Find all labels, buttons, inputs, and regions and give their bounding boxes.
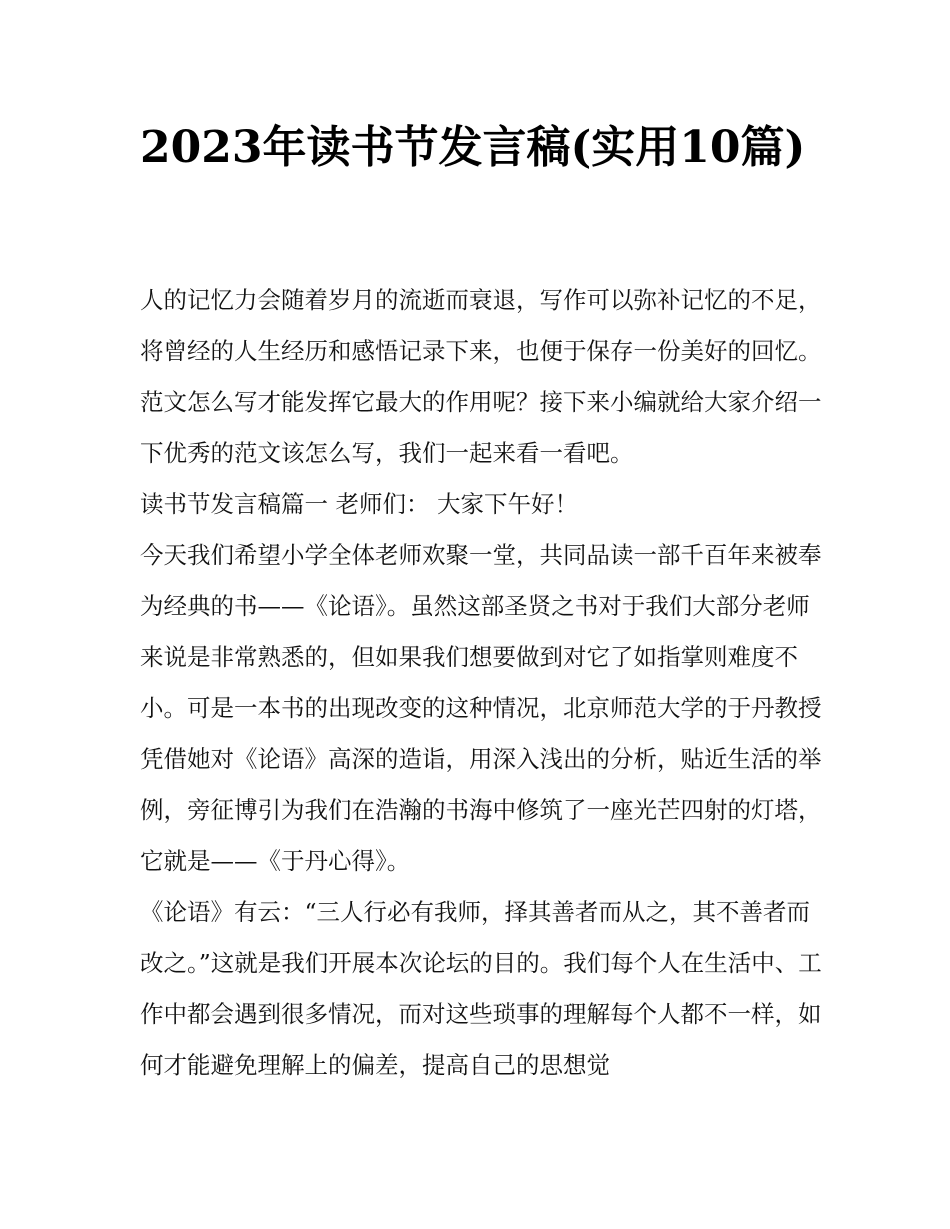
paragraph-analects-intro: 今天我们希望小学全体老师欢聚一堂，共同品读一部千百年来被奉为经典的书——《论语》。虽然这部圣贤之书对于我们大部分老师来说是非常熟悉的，但如果我们想要做到对它了如指掌则难度不小。可是一本书的出现改变的这种情况，北京师范大学的于丹教授凭借她对《论语》高深的造诣，用深入浅出的分析，贴近生活的举例，旁征博引为我们在浩瀚的书海中修筑了一座光芒四射的灯塔，它就是——《于丹心得》。 (140, 541, 822, 875)
document-body (140, 275, 830, 1091)
paragraph-greeting: 读书节发言稿篇一 老师们： 大家下午好！ (140, 490, 578, 518)
paragraph-analects-quote: 《论语》有云：“三人行必有我师，择其善者而从之，其不善者而改之。”这就是我们开展本次论坛的目的。我们每个人在生活中、工作中都会遇到很多情况，而对这些琐事的理解每个人都不一样，如何才能避免理解上的偏差，提高自己的思想觉 (140, 898, 822, 1079)
paragraph-intro: 人的记忆力会随着岁月的流逝而衰退，写作可以弥补记忆的不足，将曾经的人生经历和感悟记录下来，也便于保存一份美好的回忆。范文怎么写才能发挥它最大的作用呢？接下来小编就给大家介绍一下优秀的范文该怎么写，我们一起来看一看吧。 (140, 286, 822, 467)
document-title: 2023年读书节发言稿(实用10篇) (140, 122, 806, 173)
